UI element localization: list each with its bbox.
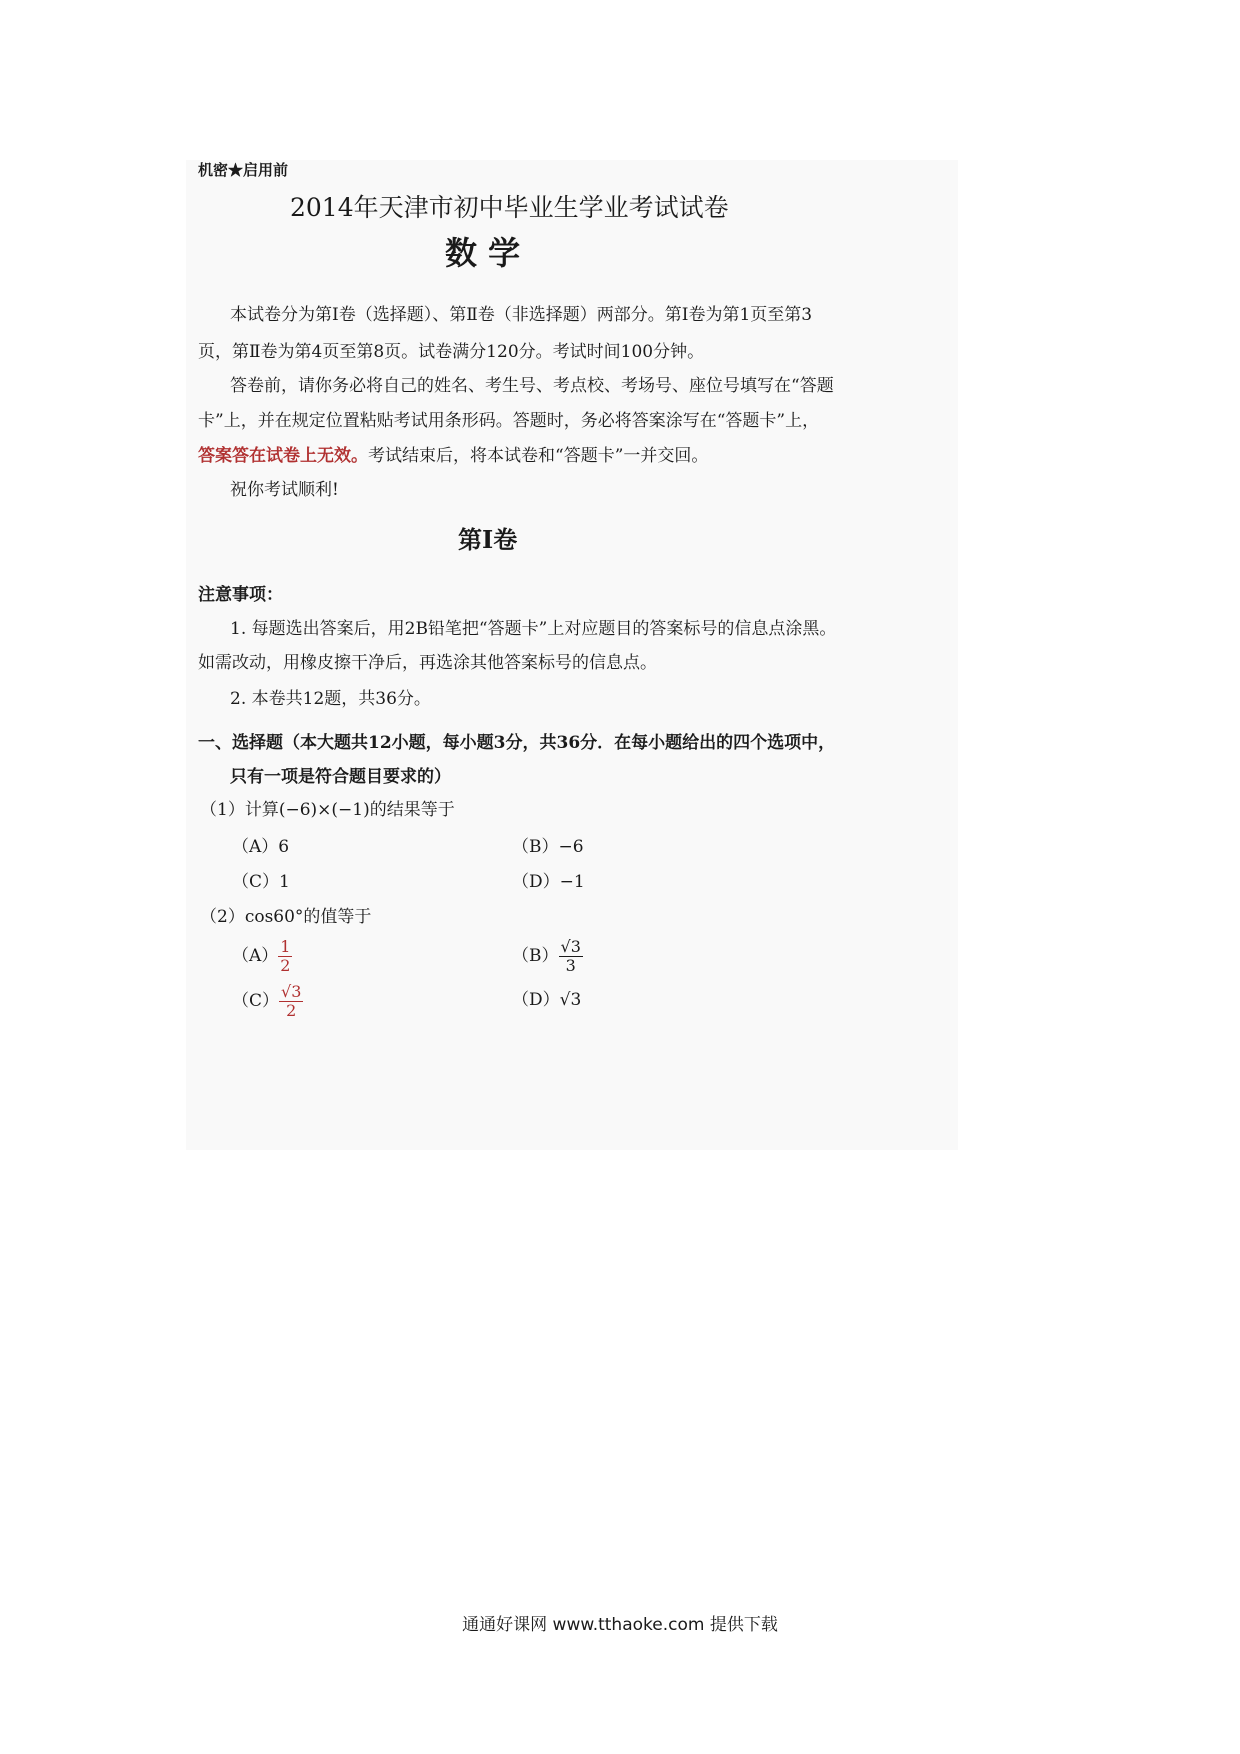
section-title: 第Ⅰ卷 <box>458 525 518 554</box>
q2-option-b-fraction <box>559 938 583 975</box>
q1-option-b: （B）−6 <box>512 837 584 857</box>
intro-paragraph-2a: 答卷前，请你务必将自己的姓名、考生号、考点校、考场号、座位号填写在“答题 <box>230 376 834 396</box>
good-luck-line: 祝你考试顺利! <box>230 480 339 500</box>
q2-option-a-denominator: 2 <box>280 956 291 975</box>
q2-option-b-numerator: √3 <box>560 937 581 956</box>
q2-option-a-numerator: 1 <box>280 937 291 956</box>
note-1a: 1. 每题选出答案后，用2B铅笔把“答题卡”上对应题目的答案标号的信息点涂黑。 <box>230 619 837 639</box>
q2-option-b <box>512 936 583 976</box>
footer-watermark: 通通好课网 www.tthaoke.com 提供下载 <box>462 1615 778 1635</box>
q2-option-c-numerator: √3 <box>281 982 302 1001</box>
q2-option-b-denominator: 3 <box>565 956 576 975</box>
invalid-answer-warning: 答案答在试卷上无效。 <box>198 446 368 466</box>
q2-option-c-denominator: 2 <box>286 1001 297 1020</box>
intro-paragraph-1a: 本试卷分为第Ⅰ卷（选择题）、第Ⅱ卷（非选择题）两部分。第Ⅰ卷为第1页至第3 <box>230 305 813 325</box>
exam-title: 2014年天津市初中毕业生学业考试试卷 <box>290 193 729 222</box>
q1-stem: （1）计算(−6)×(−1)的结果等于 <box>200 800 455 820</box>
note-2: 2. 本卷共12题，共36分。 <box>230 689 431 709</box>
q2-option-c-fraction <box>279 983 303 1020</box>
note-1b: 如需改动，用橡皮擦干净后，再选涂其他答案标号的信息点。 <box>198 653 657 673</box>
q2-option-a <box>232 936 292 976</box>
q2-option-c-label: （C） <box>232 991 280 1011</box>
q1-option-d: （D）−1 <box>512 872 585 892</box>
intro-paragraph-2b: 卡”上，并在规定位置粘贴考试用条形码。答题时，务必将答案涂写在“答题卡”上， <box>198 411 820 431</box>
q1-option-a: （A）6 <box>232 837 290 857</box>
q1-option-c: （C）1 <box>232 872 290 892</box>
q2-option-a-label: （A） <box>232 946 279 966</box>
q2-option-b-label: （B） <box>512 946 559 966</box>
q2-option-c <box>232 981 303 1021</box>
part1-heading-line1: 一、选择题（本大题共12小题，每小题3分，共36分．在每小题给出的四个选项中， <box>198 733 836 753</box>
q2-option-a-fraction <box>278 938 292 975</box>
q2-stem: （2）cos60°的值等于 <box>200 907 372 927</box>
part1-heading-line2: 只有一项是符合题目要求的） <box>230 767 451 787</box>
intro-paragraph-1b: 页，第Ⅱ卷为第4页至第8页。试卷满分120分。考试时间100分钟。 <box>198 342 705 362</box>
confidential-mark: 机密★启用前 <box>198 161 289 179</box>
subject-title: 数 学 <box>445 234 521 272</box>
intro-paragraph-2c-rest: 考试结束后，将本试卷和“答题卡”一并交回。 <box>368 446 709 466</box>
notes-heading: 注意事项： <box>198 585 283 605</box>
intro-paragraph-2c <box>198 446 708 466</box>
q2-option-d: （D）√3 <box>512 990 582 1010</box>
